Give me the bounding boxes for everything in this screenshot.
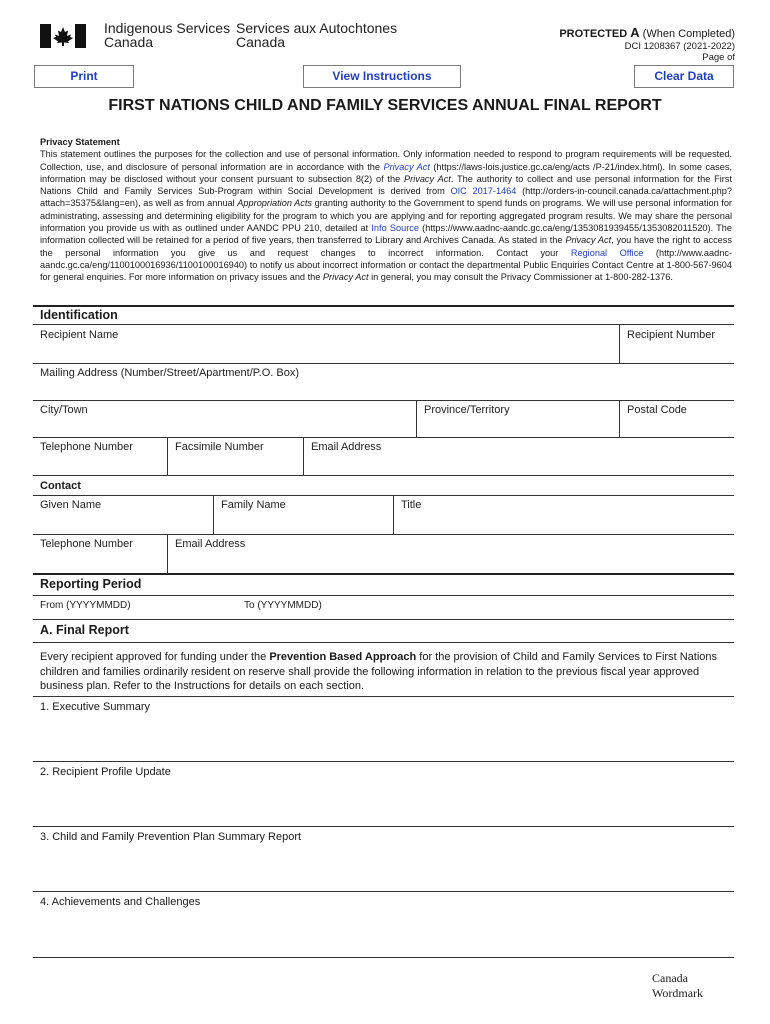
- recipient-profile-label: 2. Recipient Profile Update: [40, 766, 171, 778]
- department-name-en: Indigenous Services Canada: [104, 20, 231, 50]
- telephone-field[interactable]: Telephone Number: [33, 437, 168, 475]
- page-number: Page of: [702, 52, 735, 63]
- prevention-plan-label: 3. Child and Family Prevention Plan Summary Report: [40, 831, 302, 843]
- final-report-instructions: Every recipient approved for funding under the Prevention Based Approach for the provision of Child and Family Services to First Nations children and families ordinarily resident on reserve shall provide the following information in relation to the previous fiscal year approved business plan. Refer to the Instructions for details on each section.: [40, 651, 717, 692]
- prevention-plan-field[interactable]: [33, 846, 734, 891]
- recipient-number-field[interactable]: Recipient Number: [627, 329, 716, 341]
- section-divider: [33, 305, 734, 307]
- row-divider: [33, 619, 734, 620]
- canada-wordmark: Canada Wordmark: [652, 971, 704, 1000]
- identification-heading: Identification: [40, 308, 118, 322]
- family-name-field[interactable]: Family Name: [214, 495, 394, 534]
- row-divider: [33, 642, 734, 643]
- department-name-fr: Services aux Autochtones Canada: [236, 20, 398, 50]
- city-row: [33, 400, 734, 437]
- oic-link[interactable]: OIC 2017-1464: [450, 186, 517, 197]
- info-source-link[interactable]: Info Source: [371, 223, 419, 234]
- reporting-period-heading: Reporting Period: [40, 577, 142, 591]
- executive-summary-label: 1. Executive Summary: [40, 701, 151, 713]
- contact-email-field[interactable]: Email Address: [175, 538, 246, 550]
- final-report-heading: A. Final Report: [40, 623, 129, 637]
- form-title: FIRST NATIONS CHILD AND FAMILY SERVICES ANNUAL FINAL REPORT: [108, 97, 662, 114]
- achievements-label: 4. Achievements and Challenges: [40, 896, 201, 908]
- to-date-field[interactable]: To (YYYYMMDD): [244, 600, 322, 611]
- facsimile-field[interactable]: Facsimile Number: [168, 437, 304, 475]
- row-divider: [33, 957, 734, 958]
- executive-summary-field[interactable]: [33, 716, 734, 761]
- section-divider: [33, 573, 734, 575]
- given-name-field[interactable]: Given Name: [33, 495, 214, 534]
- recipient-row: [33, 325, 734, 363]
- contact-phone-row: [33, 534, 734, 573]
- from-date-field[interactable]: From (YYYYMMDD): [40, 600, 131, 611]
- email-field[interactable]: Email Address: [311, 441, 382, 453]
- reporting-period-row: [33, 596, 734, 619]
- form-number: DCI 1208367 (2021-2022): [624, 41, 735, 52]
- privacy-act-link[interactable]: Privacy Act: [383, 161, 430, 172]
- row-divider: [33, 475, 734, 476]
- postal-code-field[interactable]: Postal Code: [627, 404, 687, 416]
- mailing-address-field[interactable]: Mailing Address (Number/Street/Apartment/P.O. Box): [40, 367, 300, 379]
- canada-flag-icon: [40, 24, 86, 48]
- contact-telephone-field[interactable]: Telephone Number: [33, 534, 168, 573]
- recipient-profile-field[interactable]: [33, 781, 734, 826]
- mailing-address-row: [33, 363, 734, 400]
- row-divider: [33, 761, 734, 762]
- page-header: [0, 0, 770, 63]
- privacy-statement: Privacy Statement This statement outlines the purposes for the collection and use of personal information. Only information needed to respond to program requirements will be requested. Collection, use, and disclosure of personal information are in accordance with the Privacy Act (https://laws-lois.justice.gc.ca/eng/acts /P-21/index.html). In some cases, information may be disclosed without your consent pursuant to subsection 8(2) of the Privacy Act. The authority to collect and use personal information for the First Nations Child and Family Services Sub-Program within Social Development is derived from OIC 2017-1464 (http://orders-in-council.canada.ca/attachment.php?attach=35375&lang=en), as well as from annual Appropriation Acts granting authority to the Government to spend funds on programs. We will use personal information for administrating, assessing and determining eligibility for the program to which you are applying and for reporting aggregated program results. We may share the personal information you provide us with as outlined under AANDC PPU 210, detailed at Info Source (https://www.aadnc-aandc.gc.ca/eng/1353081939455/1353082011520). The information collected will be retained for a period of five years, then transferred to Library and Archives Canada. As stated in the Privacy Act, you have the right to access the personal information you give us and request changes to incorrect information. Contact your Regional Office (http://www.aadnc-aandc.gc.ca/eng/1100100016936/1100100016940) to notify us about incorrect information or contact the departmental Public Enquiries Contact Centre at 1-800-567-9604 for general enquiries. For more information on privacy issues and the Privacy Act in general, you may consult the Privacy Commissioner at 1-800-282-1376.: [40, 137, 732, 283]
- privacy-heading: Privacy Statement: [40, 137, 120, 147]
- print-button[interactable]: Print: [34, 65, 134, 88]
- row-divider: [33, 826, 734, 827]
- contact-heading: Contact: [40, 480, 81, 492]
- achievements-field[interactable]: [33, 911, 734, 956]
- clear-data-button[interactable]: Clear Data: [634, 65, 734, 88]
- row-divider: [33, 696, 734, 697]
- regional-office-link[interactable]: Regional Office: [570, 247, 644, 258]
- recipient-name-field[interactable]: Recipient Name: [33, 325, 620, 363]
- contact-name-row: [33, 495, 734, 534]
- row-divider: [33, 891, 734, 892]
- protected-designation: PROTECTED A (When Completed): [559, 25, 735, 40]
- telephone-row: [33, 437, 734, 475]
- view-instructions-button[interactable]: View Instructions: [303, 65, 461, 88]
- city-field[interactable]: City/Town: [33, 400, 417, 437]
- title-field[interactable]: Title: [401, 499, 422, 511]
- province-field[interactable]: Province/Territory: [417, 400, 620, 437]
